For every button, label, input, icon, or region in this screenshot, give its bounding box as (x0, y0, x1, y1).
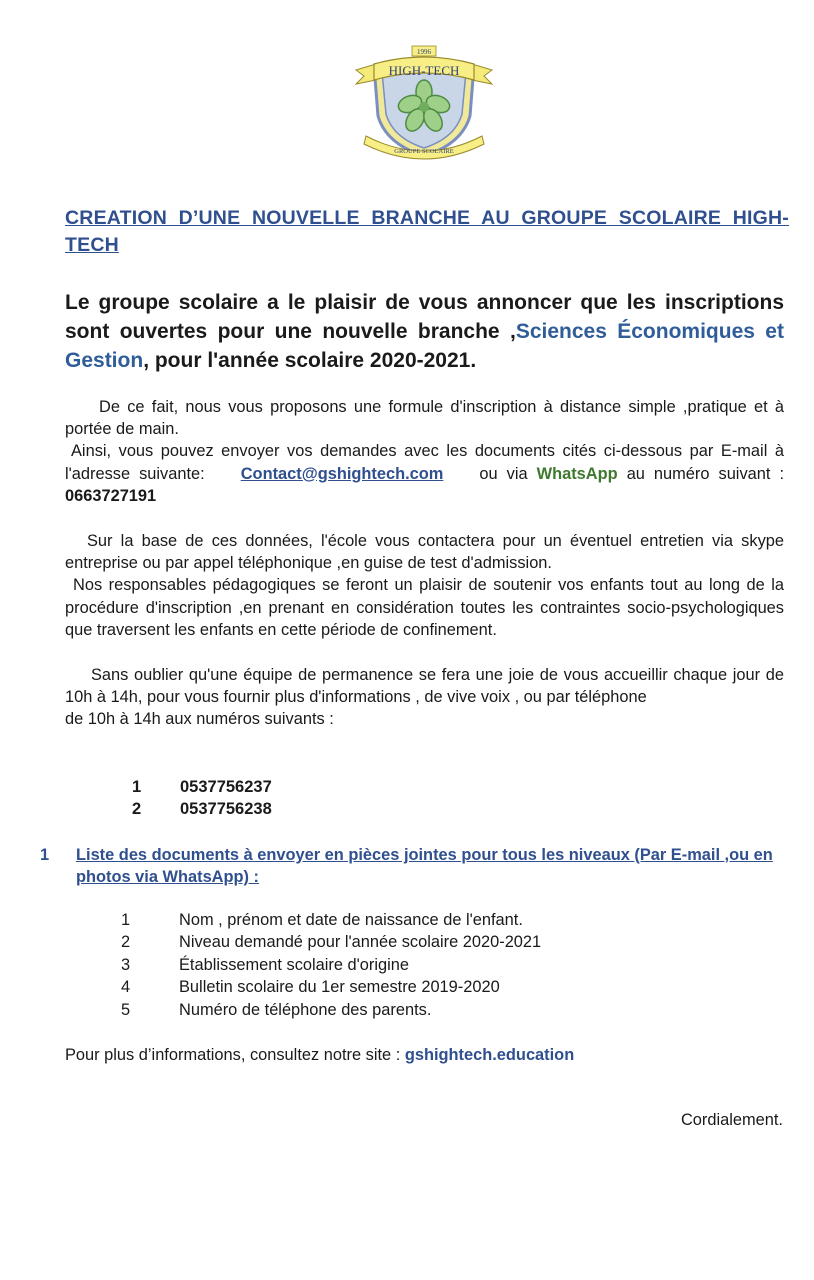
email-link[interactable]: Contact@gshightech.com (240, 464, 444, 483)
paragraph-contact (65, 440, 784, 507)
list-item (132, 776, 272, 798)
list-item (121, 931, 541, 953)
list-item-text: Bulletin scolaire du 1er semestre 2019-2020 (179, 978, 500, 997)
announcement-headline (65, 288, 784, 375)
paragraph-permanence (65, 664, 784, 731)
headline-text-end: , pour l'année scolaire 2020-2021. (143, 349, 477, 372)
list-number: 2 (121, 933, 131, 952)
list-number: 3 (121, 955, 131, 974)
phone-number: 0537756238 (180, 800, 272, 818)
headline-text: Le groupe scolaire a le plaisir de vous annoncer que les inscriptions sont ouvertes pour une nouvelle branche , (65, 291, 784, 343)
logo-text: HIGH-TECH (388, 63, 460, 78)
paragraph-line: Sans oublier qu'une équipe de permanence se fera une joie de vous accueillir chaque jour de 10h à 14h, pour vous fournir plus d'informations , de vive voix , ou par téléphone (65, 666, 784, 707)
documents-list (121, 909, 541, 1021)
school-logo (352, 44, 496, 160)
list-item-text: Nom , prénom et date de naissance de l'enfant. (179, 911, 523, 929)
contact-text: Ainsi, vous pouvez envoyer vos demandes avec les documents cités ci-dessous par E-mail à l'adresse suivante: (65, 442, 784, 483)
whatsapp-label: WhatsApp (536, 464, 618, 483)
logo-year: 1996 (417, 48, 431, 56)
paragraph-line: de 10h à 14h aux numéros suivants : (65, 710, 334, 729)
more-info-line (65, 1044, 784, 1066)
list-item-text: Numéro de téléphone des parents. (179, 1000, 432, 1019)
list-item (132, 798, 272, 820)
paragraph-admission (65, 530, 784, 641)
phone-number: 0537756237 (180, 778, 272, 796)
more-info-text: Pour plus d’informations, consultez notre site : (65, 1046, 401, 1064)
logo-ribbon: GROUPE SCOLAIRE (394, 148, 454, 155)
section-title: Liste des documents à envoyer en pièces jointes pour tous les niveaux (Par E-mail ,ou en photos via WhatsApp) : (76, 846, 773, 886)
page-title: CREATION D’UNE NOUVELLE BRANCHE AU GROUPE SCOLAIRE HIGH-TECH (65, 207, 789, 256)
list-number: 1 (121, 911, 131, 929)
section-number: 1 (40, 846, 50, 864)
list-item (121, 909, 541, 931)
whatsapp-number: 0663727191 (65, 486, 157, 505)
branch-name: Sciences Économiques et Gestion (65, 320, 784, 372)
closing-signoff: Cordialement. (680, 1111, 783, 1129)
list-number: 2 (132, 800, 142, 818)
paragraph-line: Sur la base de ces données, l'école vous contactera pour un éventuel entretien via skype entreprise ou par appel téléphonique ,en guise de test d'admission. (65, 532, 784, 573)
list-item (121, 999, 541, 1021)
paragraph-line: Nos responsables pédagogiques se feront un plaisir de soutenir vos enfants tout au long de la procédure d'inscription ,en prenant en considération toutes les contraintes socio-psychologiques que traversent les enfants en cette période de confinement. (65, 576, 784, 639)
list-item (121, 954, 541, 976)
paragraph-inscription (65, 396, 784, 507)
phone-list (132, 776, 272, 820)
list-number: 1 (132, 778, 142, 796)
documents-section-heading (40, 844, 790, 888)
au-text: au numéro suivant : (626, 464, 784, 483)
list-number: 4 (121, 978, 131, 997)
list-item-text: Établissement scolaire d'origine (179, 955, 409, 974)
list-item-text: Niveau demandé pour l'année scolaire 2020-2021 (179, 933, 542, 952)
via-text: ou via (479, 464, 528, 483)
list-item (121, 976, 541, 998)
website-link[interactable]: gshightech.education (404, 1046, 575, 1064)
list-number: 5 (121, 1000, 131, 1019)
paragraph-line: De ce fait, nous vous proposons une formule d'inscription à distance simple ,pratique et à portée de main. (65, 398, 784, 439)
